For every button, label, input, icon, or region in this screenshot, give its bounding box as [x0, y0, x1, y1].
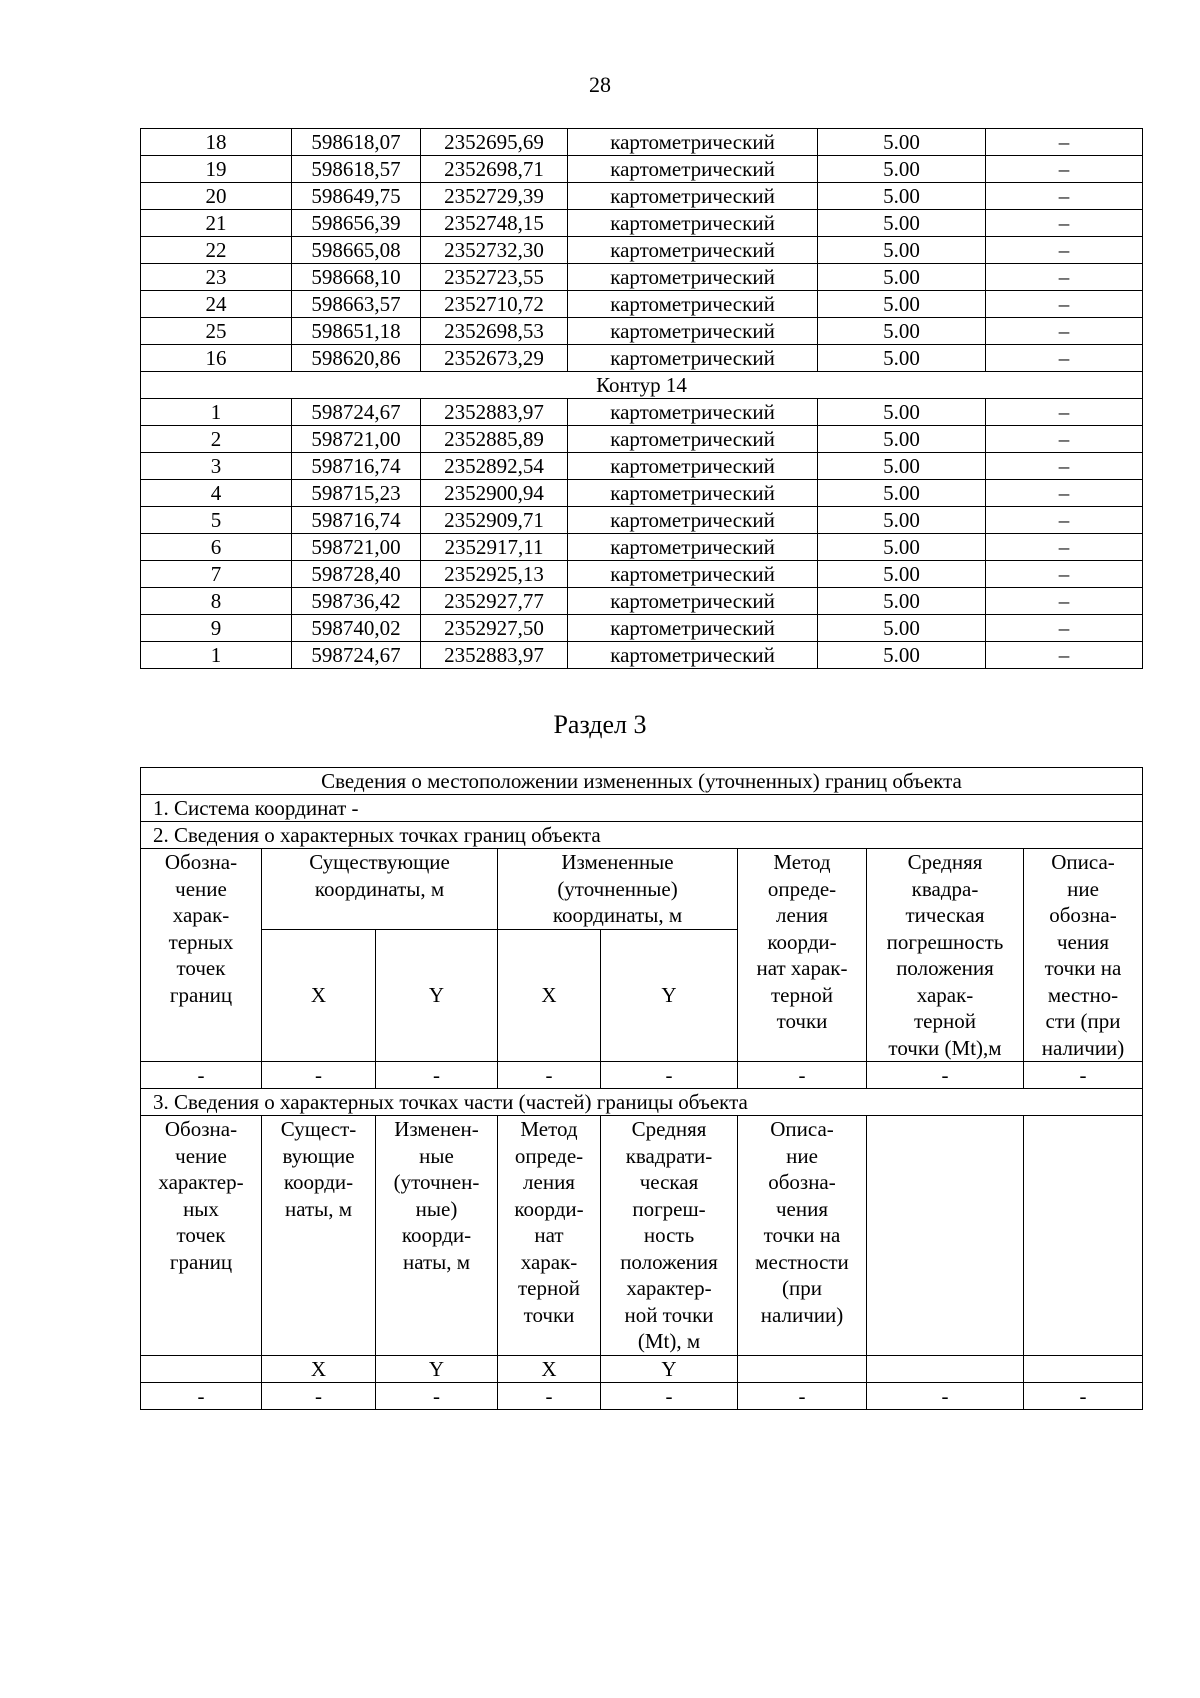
t3-header-method: Метод опреде- ления коорди- нат харак- терной точки — [498, 1116, 601, 1356]
cell-error: 5.00 — [818, 156, 986, 183]
t2-header-method: Метод опреде- ления коорди- нат харак- терной точки — [738, 849, 867, 1062]
coord-system-label: 1. Система координат - — [141, 795, 1143, 822]
cell-y-coord: 2352698,71 — [421, 156, 568, 183]
cell-error: 5.00 — [818, 561, 986, 588]
cell-method: картометрический — [568, 183, 818, 210]
cell-point-number: 7 — [141, 561, 292, 588]
cell-error: 5.00 — [818, 237, 986, 264]
table-row — [141, 345, 1143, 372]
table-row — [141, 183, 1143, 210]
cell-error: 5.00 — [818, 588, 986, 615]
dash-cell: - — [867, 1062, 1024, 1089]
section-title: Раздел 3 — [553, 710, 647, 739]
t3-header-empty — [867, 1116, 1024, 1356]
cell-x-coord: 598665,08 — [292, 237, 421, 264]
cell-description: – — [986, 561, 1143, 588]
cell-description: – — [986, 534, 1143, 561]
t2-header-designation: Обозна- чение харак- терных точек границ — [141, 849, 262, 1062]
t3-xy-empty — [141, 1356, 262, 1383]
cell-description: – — [986, 345, 1143, 372]
cell-point-number: 25 — [141, 318, 292, 345]
dash-cell: - — [867, 1383, 1024, 1410]
cell-method: картометрический — [568, 426, 818, 453]
t2-header-existing-x: X — [262, 929, 376, 1061]
cell-description: – — [986, 615, 1143, 642]
cell-description: – — [986, 210, 1143, 237]
section3-title: Сведения о местоположении измененных (уточненных) границ объекта — [141, 768, 1143, 795]
dash-cell: - — [738, 1383, 867, 1410]
section3-table — [140, 767, 1143, 1410]
cell-y-coord: 2352883,97 — [421, 642, 568, 669]
t3-header-empty — [1024, 1116, 1143, 1356]
cell-x-coord: 598618,57 — [292, 156, 421, 183]
t3-header-y: Y — [601, 1356, 738, 1383]
t2-header-changed-x: X — [498, 929, 601, 1061]
cell-error: 5.00 — [818, 129, 986, 156]
cell-point-number: 19 — [141, 156, 292, 183]
t3-xy-empty — [1024, 1356, 1143, 1383]
cell-point-number: 21 — [141, 210, 292, 237]
cell-error: 5.00 — [818, 453, 986, 480]
dash-cell: - — [738, 1062, 867, 1089]
cell-y-coord: 2352883,97 — [421, 399, 568, 426]
cell-point-number: 23 — [141, 264, 292, 291]
cell-description: – — [986, 183, 1143, 210]
cell-description: – — [986, 264, 1143, 291]
cell-description: – — [986, 237, 1143, 264]
cell-description: – — [986, 588, 1143, 615]
cell-description: – — [986, 318, 1143, 345]
t2-data-row — [141, 1062, 1143, 1089]
cell-method: картометрический — [568, 210, 818, 237]
cell-point-number: 4 — [141, 480, 292, 507]
t2-header-changed-y: Y — [601, 929, 738, 1061]
t3-xy-empty — [738, 1356, 867, 1383]
table-row — [141, 399, 1143, 426]
table-row — [141, 129, 1143, 156]
cell-x-coord: 598618,07 — [292, 129, 421, 156]
cell-method: картометрический — [568, 345, 818, 372]
contour-label: Контур 14 — [141, 372, 1143, 399]
cell-error: 5.00 — [818, 507, 986, 534]
t3-header-description: Описа- ние обозна- чения точки на местности (при наличии) — [738, 1116, 867, 1356]
t2-header-existing: Существующие координаты, м — [262, 849, 498, 930]
t2-header-existing-y: Y — [376, 929, 498, 1061]
cell-point-number: 24 — [141, 291, 292, 318]
dash-cell: - — [376, 1383, 498, 1410]
cell-x-coord: 598728,40 — [292, 561, 421, 588]
dash-cell: - — [498, 1383, 601, 1410]
dash-cell: - — [1024, 1383, 1143, 1410]
cell-error: 5.00 — [818, 426, 986, 453]
cell-error: 5.00 — [818, 534, 986, 561]
dash-cell: - — [141, 1062, 262, 1089]
cell-y-coord: 2352927,50 — [421, 615, 568, 642]
cell-x-coord: 598724,67 — [292, 642, 421, 669]
cell-error: 5.00 — [818, 264, 986, 291]
dash-cell: - — [1024, 1062, 1143, 1089]
cell-x-coord: 598721,00 — [292, 426, 421, 453]
cell-y-coord: 2352748,15 — [421, 210, 568, 237]
cell-x-coord: 598620,86 — [292, 345, 421, 372]
dash-cell: - — [498, 1062, 601, 1089]
t3-data-row — [141, 1383, 1143, 1410]
cell-error: 5.00 — [818, 291, 986, 318]
cell-y-coord: 2352729,39 — [421, 183, 568, 210]
table-row — [141, 156, 1143, 183]
t3-header-x: X — [262, 1356, 376, 1383]
cell-error: 5.00 — [818, 642, 986, 669]
table-row — [141, 453, 1143, 480]
t3-header-x: X — [498, 1356, 601, 1383]
cell-point-number: 2 — [141, 426, 292, 453]
cell-point-number: 8 — [141, 588, 292, 615]
cell-x-coord: 598740,02 — [292, 615, 421, 642]
t3-header-existing: Сущест- вующие коорди- наты, м — [262, 1116, 376, 1356]
cell-method: картометрический — [568, 156, 818, 183]
t3-header-error: Средняя квадрати- ческая погреш- ность положения характер- ной точки (Mt), м — [601, 1116, 738, 1356]
cell-description: – — [986, 507, 1143, 534]
cell-y-coord: 2352900,94 — [421, 480, 568, 507]
cell-method: картометрический — [568, 561, 818, 588]
cell-method: картометрический — [568, 588, 818, 615]
cell-y-coord: 2352925,13 — [421, 561, 568, 588]
dash-cell: - — [601, 1383, 738, 1410]
cell-method: картометрический — [568, 129, 818, 156]
dash-cell: - — [376, 1062, 498, 1089]
cell-description: – — [986, 642, 1143, 669]
cell-description: – — [986, 480, 1143, 507]
cell-error: 5.00 — [818, 345, 986, 372]
cell-y-coord: 2352723,55 — [421, 264, 568, 291]
cell-y-coord: 2352698,53 — [421, 318, 568, 345]
table-row — [141, 264, 1143, 291]
dash-cell: - — [262, 1062, 376, 1089]
cell-y-coord: 2352732,30 — [421, 237, 568, 264]
cell-method: картометрический — [568, 534, 818, 561]
cell-description: – — [986, 156, 1143, 183]
cell-point-number: 16 — [141, 345, 292, 372]
t2-header-description: Описа- ние обозна- чения точки на местно- сти (при наличии) — [1024, 849, 1143, 1062]
dash-cell: - — [262, 1383, 376, 1410]
table-row — [141, 534, 1143, 561]
cell-x-coord: 598668,10 — [292, 264, 421, 291]
parts-heading: 3. Сведения о характерных точках части (частей) границы объекта — [141, 1089, 1143, 1116]
table-row — [141, 507, 1143, 534]
cell-method: картометрический — [568, 291, 818, 318]
cell-method: картометрический — [568, 318, 818, 345]
dash-cell: - — [141, 1383, 262, 1410]
cell-description: – — [986, 129, 1143, 156]
cell-method: картометрический — [568, 480, 818, 507]
table-row — [141, 237, 1143, 264]
cell-point-number: 5 — [141, 507, 292, 534]
cell-method: картометрический — [568, 453, 818, 480]
cell-method: картометрический — [568, 399, 818, 426]
cell-y-coord: 2352892,54 — [421, 453, 568, 480]
table-row — [141, 615, 1143, 642]
cell-point-number: 18 — [141, 129, 292, 156]
cell-method: картометрический — [568, 507, 818, 534]
cell-x-coord: 598716,74 — [292, 453, 421, 480]
t2-header-error: Средняя квадра- тическая погрешность положения харак- терной точки (Mt),м — [867, 849, 1024, 1062]
table-row — [141, 291, 1143, 318]
cell-description: – — [986, 453, 1143, 480]
table-row — [141, 642, 1143, 669]
table-row — [141, 561, 1143, 588]
cell-error: 5.00 — [818, 318, 986, 345]
table-row — [141, 480, 1143, 507]
points-heading: 2. Сведения о характерных точках границ объекта — [141, 822, 1143, 849]
cell-y-coord: 2352710,72 — [421, 291, 568, 318]
cell-point-number: 22 — [141, 237, 292, 264]
cell-x-coord: 598724,67 — [292, 399, 421, 426]
cell-y-coord: 2352927,77 — [421, 588, 568, 615]
table-row — [141, 426, 1143, 453]
cell-y-coord: 2352909,71 — [421, 507, 568, 534]
t2-header-changed: Измененные (уточненные) координаты, м — [498, 849, 738, 930]
cell-x-coord: 598715,23 — [292, 480, 421, 507]
cell-x-coord: 598649,75 — [292, 183, 421, 210]
page-number: 28 — [589, 72, 611, 97]
cell-x-coord: 598716,74 — [292, 507, 421, 534]
cell-point-number: 6 — [141, 534, 292, 561]
t3-xy-empty — [867, 1356, 1024, 1383]
cell-method: картометрический — [568, 264, 818, 291]
cell-method: картометрический — [568, 237, 818, 264]
cell-error: 5.00 — [818, 480, 986, 507]
cell-y-coord: 2352917,11 — [421, 534, 568, 561]
coordinates-table — [140, 128, 1143, 669]
t3-header-y: Y — [376, 1356, 498, 1383]
cell-point-number: 1 — [141, 399, 292, 426]
t3-header-changed: Изменен- ные (уточнен- ные) коорди- наты, м — [376, 1116, 498, 1356]
cell-point-number: 3 — [141, 453, 292, 480]
cell-description: – — [986, 399, 1143, 426]
cell-y-coord: 2352695,69 — [421, 129, 568, 156]
cell-x-coord: 598663,57 — [292, 291, 421, 318]
contour-row — [141, 372, 1143, 399]
t3-header-designation: Обозна- чение характер- ных точек границ — [141, 1116, 262, 1356]
cell-point-number: 20 — [141, 183, 292, 210]
cell-y-coord: 2352885,89 — [421, 426, 568, 453]
cell-point-number: 1 — [141, 642, 292, 669]
cell-description: – — [986, 426, 1143, 453]
cell-error: 5.00 — [818, 210, 986, 237]
cell-method: картометрический — [568, 642, 818, 669]
cell-error: 5.00 — [818, 615, 986, 642]
cell-x-coord: 598656,39 — [292, 210, 421, 237]
table-row — [141, 588, 1143, 615]
cell-method: картометрический — [568, 615, 818, 642]
cell-x-coord: 598721,00 — [292, 534, 421, 561]
table-row — [141, 318, 1143, 345]
cell-error: 5.00 — [818, 183, 986, 210]
cell-x-coord: 598736,42 — [292, 588, 421, 615]
cell-point-number: 9 — [141, 615, 292, 642]
dash-cell: - — [601, 1062, 738, 1089]
cell-error: 5.00 — [818, 399, 986, 426]
table-row — [141, 210, 1143, 237]
cell-y-coord: 2352673,29 — [421, 345, 568, 372]
cell-x-coord: 598651,18 — [292, 318, 421, 345]
cell-description: – — [986, 291, 1143, 318]
